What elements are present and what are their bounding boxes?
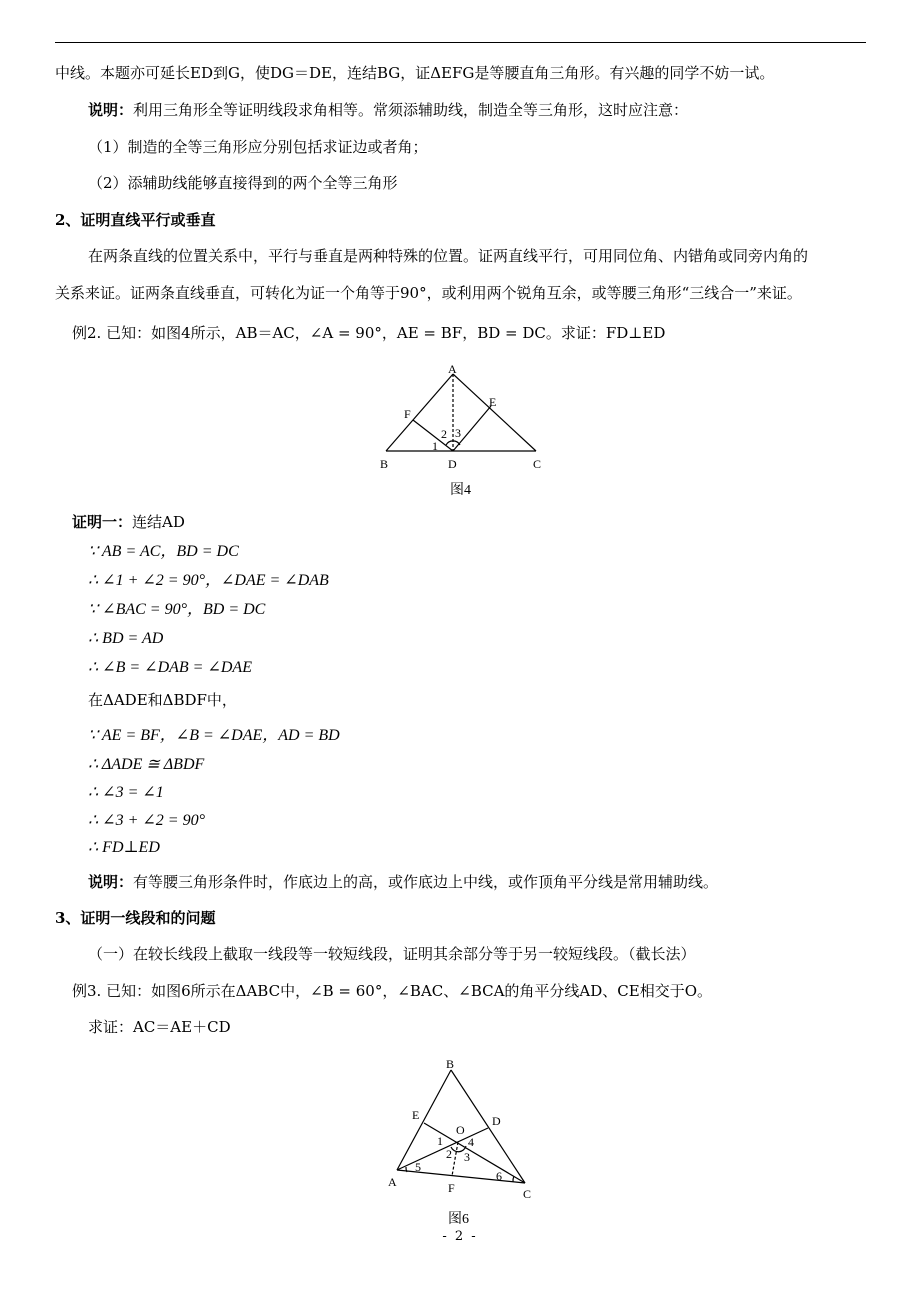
note-label: 说明：: [88, 101, 134, 119]
angle-label-4: 4: [468, 1135, 474, 1149]
proof-step: ∴ ∠1 + ∠2 = 90°，∠DAE = ∠DAB: [88, 572, 329, 589]
label-d: D: [448, 457, 457, 471]
angle-label-1: 1: [437, 1134, 443, 1148]
edge-ac: [453, 374, 536, 451]
section-heading: 3、证明一线段和的问题: [55, 909, 216, 927]
example-statement: 例3. 已知：如图6所示在ΔABC中，∠B = 60°，∠BAC、∠BCA的角平分线AD、CE相交于O。: [72, 982, 713, 1000]
proof-step: ∴ BD = AD: [88, 630, 164, 647]
note-label: 说明：: [88, 873, 134, 891]
proof-intro: [72, 512, 185, 532]
angle-label-2: 2: [446, 1147, 452, 1161]
header-rule: [55, 42, 866, 43]
proof-step: ∴ ∠3 + ∠2 = 90°: [88, 812, 205, 829]
proof-step: ∵ AB = AC，BD = DC: [88, 543, 239, 560]
paragraph-text: （一）在较长线段上截取一线段等一较短线段，证明其余部分等于另一较短线段。（截长法）: [88, 945, 696, 963]
figure-caption: 图4: [450, 483, 471, 498]
figure-caption: 图6: [448, 1212, 469, 1227]
label-o: O: [456, 1123, 465, 1137]
angle-label-5: 5: [415, 1160, 421, 1174]
label-c: C: [533, 457, 542, 471]
label-e: E: [412, 1108, 420, 1122]
note-line: [88, 100, 688, 120]
list-item: （1）制造的全等三角形应分别包括求证边或者角；: [88, 138, 428, 156]
label-f: F: [404, 407, 411, 421]
angle-arc-a: [406, 1167, 407, 1172]
paragraph-text: 在两条直线的位置关系中，平行与垂直是两种特殊的位置。证两直线平行，可用同位角、内错角或同旁内角的: [88, 247, 809, 265]
proof-step: ∴ ∠B = ∠DAB = ∠DAE: [88, 659, 252, 676]
label-a: A: [448, 362, 457, 376]
angle-label-1: 1: [432, 439, 438, 453]
label-c: C: [523, 1187, 532, 1200]
angle-label-3: 3: [455, 426, 461, 440]
segment-of: [452, 1142, 458, 1176]
label-b: B: [380, 457, 389, 471]
label-d: D: [492, 1114, 501, 1128]
proof-step: ∴ ∠3 = ∠1: [88, 784, 164, 801]
angle-label-6: 6: [496, 1169, 502, 1183]
proof-intro-text: 连结AD: [132, 513, 185, 531]
note-text: 利用三角形全等证明线段求角相等。常须添辅助线，制造全等三角形，这时应注意：: [133, 101, 689, 119]
prove-statement: 求证：AC＝AE＋CD: [88, 1018, 231, 1036]
note-text: 有等腰三角形条件时，作底边上的高，或作底边上中线，或作顶角平分线是常用辅助线。: [133, 873, 719, 891]
proof-step: ∵ AE = BF，∠B = ∠DAE，AD = BD: [88, 727, 340, 744]
label-a: A: [388, 1175, 397, 1189]
paragraph-text: 中线。本题亦可延长ED到G，使DG＝DE，连结BG，证ΔEFG是等腰直角三角形。有兴趣的同学不妨一试。: [55, 64, 775, 82]
angle-arc-c: [513, 1176, 514, 1182]
example-statement: 例2. 已知：如图4所示，AB＝AC，∠A = 90°，AE = BF，BD = DC。求证：FD⊥ED: [72, 324, 666, 342]
label-b: B: [446, 1057, 455, 1071]
proof-step: ∵ ∠BAC = 90°，BD = DC: [88, 601, 266, 618]
edge-ba: [397, 1070, 451, 1170]
figure-4-diagram: [378, 360, 548, 475]
page-number: - 2 -: [442, 1229, 478, 1244]
figure-6-diagram: [380, 1050, 540, 1200]
proof-step: ∴ ΔADE ≅ ΔBDF: [88, 756, 205, 773]
note-line: [88, 872, 718, 892]
angle-label-2: 2: [441, 427, 447, 441]
proof-step: 在ΔADE和ΔBDF中，: [88, 691, 237, 709]
label-f: F: [448, 1181, 455, 1195]
proof-conclusion: ∴ FD⊥ED: [88, 839, 160, 856]
angle-label-3: 3: [464, 1150, 470, 1164]
section-heading: 2、证明直线平行或垂直: [55, 211, 216, 229]
paragraph-text: 关系来证。证两条直线垂直，可转化为证一个角等于90°，或利用两个锐角互余，或等腰三角形“三线合一”来证。: [55, 284, 802, 302]
label-e: E: [489, 395, 497, 409]
proof-label: 证明一：: [72, 513, 133, 531]
list-item: （2）添辅助线能够直接得到的两个全等三角形: [88, 174, 398, 192]
